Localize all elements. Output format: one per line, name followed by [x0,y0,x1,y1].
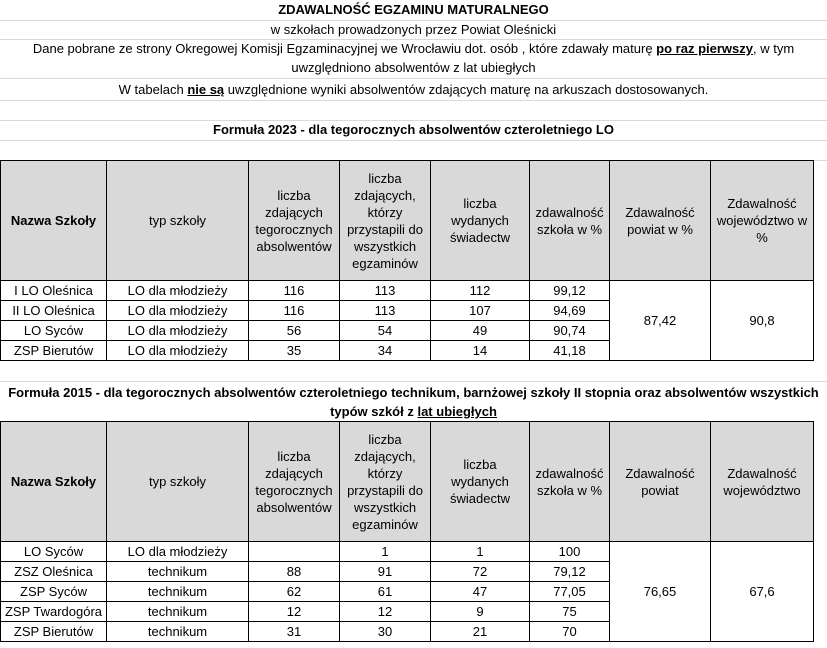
cell-participants: 61 [340,582,431,602]
table-header-row [1,161,814,281]
cell-graduates: 56 [249,321,340,341]
cell-certificates: 49 [431,321,530,341]
cell-certificates: 72 [431,562,530,582]
blank-row [0,101,827,121]
table-row [1,542,814,562]
cell-county-pass-rate: 87,42 [610,281,711,361]
table2-caption-line-1: Formuła 2015 - dla tegorocznych absolwentów czteroletniego technikum, barnżowej szkoły II stopnia oraz absolwentów wszystkich [8,385,819,400]
table2-caption-text: typów szkół z [330,404,418,419]
cell-school: ZSP Twardogóra [1,602,107,622]
cell-participants: 54 [340,321,431,341]
cell-pass-rate: 79,12 [530,562,610,582]
col-header-participants: liczba zdających, którzy przystapili do wszystkich egzaminów [340,422,431,542]
cell-voivodeship-pass-rate: 90,8 [711,281,814,361]
cell-school: ZSP Bierutów [1,341,107,361]
cell-type: LO dla młodzieży [107,281,249,301]
cell-school: ZSP Bierutów [1,622,107,642]
cell-graduates: 116 [249,281,340,301]
col-header-participants: liczba zdających, którzy przystapili do wszystkich egzaminów [340,161,431,281]
cell-county-pass-rate: 76,65 [610,542,711,642]
note-line-2: uwzględniono absolwentów z lat ubiegłych [0,58,827,79]
cell-type: technikum [107,562,249,582]
col-header-school: Nazwa Szkoły [1,422,107,542]
cell-pass-rate: 90,74 [530,321,610,341]
note-emphasis-first-time: po raz pierwszy [656,41,753,56]
cell-certificates: 9 [431,602,530,622]
cell-type: technikum [107,582,249,602]
table2-caption-emphasis: lat ubiegłych [417,404,497,419]
cell-participants: 113 [340,301,431,321]
note-line-1 [0,40,827,58]
cell-pass-rate: 100 [530,542,610,562]
cell-type: technikum [107,602,249,622]
cell-pass-rate: 41,18 [530,341,610,361]
cell-participants: 91 [340,562,431,582]
cell-graduates: 116 [249,301,340,321]
cell-voivodeship-pass-rate: 67,6 [711,542,814,642]
cell-certificates: 107 [431,301,530,321]
cell-type: technikum [107,622,249,642]
note-line-3 [0,79,827,101]
table-formula-2023 [0,160,814,361]
col-header-type: typ szkoły [107,422,249,542]
col-header-graduates: liczba zdających tegorocznych absolwentów [249,422,340,542]
col-header-pass-rate-county: Zdawalność powiat [610,422,711,542]
col-header-graduates: liczba zdających tegorocznych absolwentów [249,161,340,281]
cell-pass-rate: 75 [530,602,610,622]
page-title: ZDAWALNOŚĆ EGZAMINU MATURALNEGO [0,0,827,21]
cell-certificates: 47 [431,582,530,602]
cell-type: LO dla młodzieży [107,341,249,361]
col-header-type: typ szkoły [107,161,249,281]
cell-participants: 34 [340,341,431,361]
note2-emphasis: nie są [187,82,225,97]
table-header-row [1,422,814,542]
cell-school: LO Syców [1,542,107,562]
table2-caption-line-2 [0,402,827,421]
cell-participants: 30 [340,622,431,642]
cell-participants: 1 [340,542,431,562]
cell-certificates: 21 [431,622,530,642]
cell-graduates: 88 [249,562,340,582]
blank-row [0,141,827,161]
page-subtitle: w szkołach prowadzonych przez Powiat Oleśnicki [0,20,827,40]
cell-school: LO Syców [1,321,107,341]
cell-graduates: 62 [249,582,340,602]
cell-graduates: 35 [249,341,340,361]
note2-text-c: uwzględnione wyniki absolwentów zdających maturę na arkuszach dostosowanych. [224,82,709,97]
cell-school: ZSZ Oleśnica [1,562,107,582]
note-text-c: , w tym [752,41,795,56]
cell-graduates: 31 [249,622,340,642]
cell-certificates: 1 [431,542,530,562]
cell-school: ZSP Syców [1,582,107,602]
cell-pass-rate: 77,05 [530,582,610,602]
col-header-pass-rate-voivodeship: Zdawalność województwo [711,422,814,542]
col-header-pass-rate-school: zdawalność szkoła w % [530,161,610,281]
col-header-pass-rate-voivodeship: Zdawalność województwo w % [711,161,814,281]
col-header-certificates: liczba wydanych świadectw [431,422,530,542]
cell-type: LO dla młodzieży [107,301,249,321]
col-header-school: Nazwa Szkoły [1,161,107,281]
cell-graduates [249,542,340,562]
cell-certificates: 112 [431,281,530,301]
cell-pass-rate: 94,69 [530,301,610,321]
cell-school: I LO Oleśnica [1,281,107,301]
note2-text-a: W tabelach [118,82,188,97]
cell-school: II LO Oleśnica [1,301,107,321]
cell-participants: 12 [340,602,431,622]
cell-certificates: 14 [431,341,530,361]
table-formula-2015 [0,421,814,642]
note-text-a: Dane pobrane ze strony Okregowej Komisji Egzaminacyjnej we Wrocławiu dot. osób , które zdawały maturę [32,41,657,56]
col-header-pass-rate-school: zdawalność szkoła w % [530,422,610,542]
col-header-certificates: liczba wydanych świadectw [431,161,530,281]
cell-type: LO dla młodzieży [107,321,249,341]
cell-graduates: 12 [249,602,340,622]
cell-pass-rate: 99,12 [530,281,610,301]
col-header-pass-rate-county: Zdawalność powiat w % [610,161,711,281]
cell-pass-rate: 70 [530,622,610,642]
cell-type: LO dla młodzieży [107,542,249,562]
table-row [1,281,814,301]
cell-participants: 113 [340,281,431,301]
table1-caption: Formuła 2023 - dla tegorocznych absolwentów czteroletniego LO [0,120,827,141]
blank-row [0,361,827,382]
